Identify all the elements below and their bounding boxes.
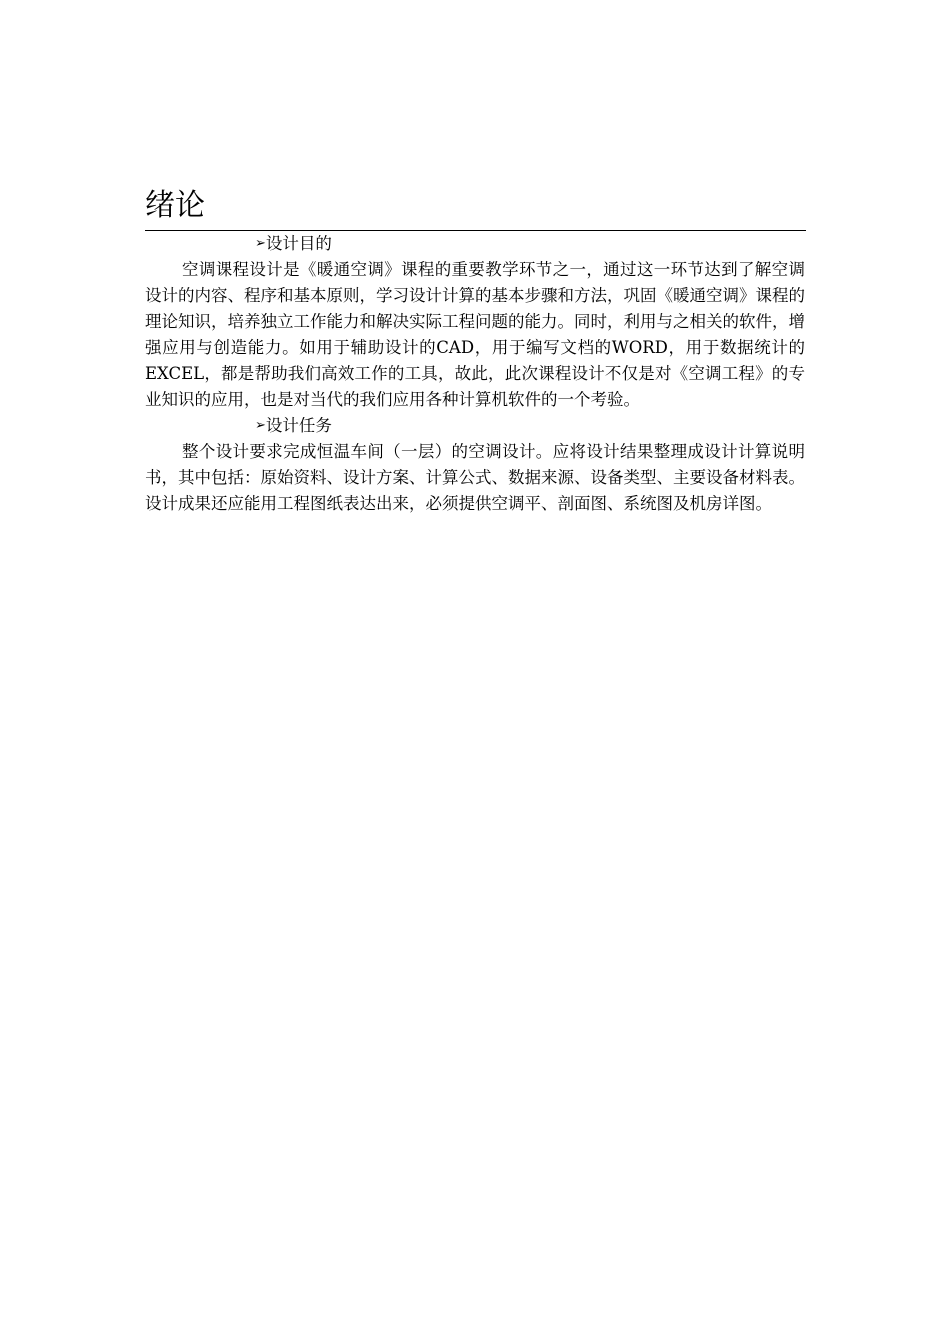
chapter-title: 绪论 (145, 188, 205, 223)
section-heading (145, 231, 805, 257)
body-paragraph: 整个设计要求完成恒温车间（一层）的空调设计。应将设计结果整理成设计计算说明书，其中包括：原始资料、设计方案、计算公式、数据来源、设备类型、主要设备材料表。设计成果还应能用工程图纸表达出来，必须提供空调平、剖面图、系统图及机房详图。 (145, 442, 805, 513)
section-heading-text: 设计任务 (265, 416, 332, 435)
section-heading (145, 413, 805, 439)
arrow-bullet-icon: ➢ (255, 236, 266, 251)
section-task (145, 413, 805, 517)
body-paragraph: 空调课程设计是《暖通空调》课程的重要教学环节之一，通过这一环节达到了解空调设计的内容、程序和基本原则，学习设计计算的基本步骤和方法，巩固《暖通空调》课程的理论知识，培养独立工作能力和解决实际工程问题的能力。同时，利用与之相关的软件，增强应用与创造能力。如用于辅助设计的CAD，用于编写文档的WORD，用于数据统计的 EXCEL，都是帮助我们高效工作的工具，故此，此次课程设计不仅是对《空调工程》的专业知识的应用，也是对当代的我们应用各种计算机软件的一个考验。 (145, 260, 805, 409)
section-purpose (145, 231, 805, 413)
section-heading-text: 设计目的 (265, 234, 332, 253)
document-page (145, 186, 805, 517)
arrow-bullet-icon: ➢ (255, 418, 266, 433)
